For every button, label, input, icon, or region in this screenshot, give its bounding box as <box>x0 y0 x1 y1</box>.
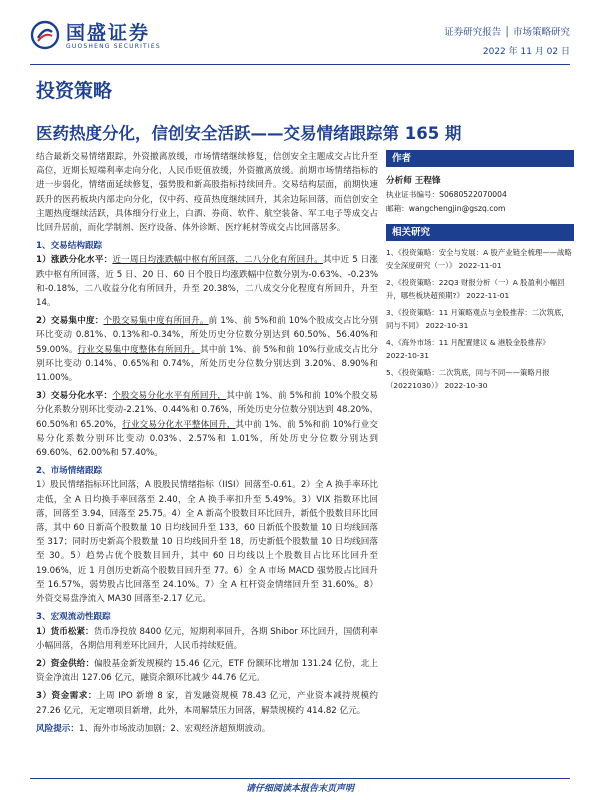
paragraph-lead: 3）交易分化水平： <box>36 391 113 402</box>
section-paragraph <box>36 478 378 606</box>
report-header <box>30 14 570 64</box>
related-research-list <box>386 246 574 392</box>
related-research-date: 2022-10-30 <box>444 381 488 390</box>
paragraph-text: 其中前 1%、前 5%和前 10%个股交易分化系数分别环比变动-2.21%、0.44%和 0.76%，所处历史分位数分别达到 48.20%、60.50%和 65.20%， <box>36 391 378 430</box>
related-research-date: 2022-10-31 <box>386 351 429 360</box>
header-divider <box>30 64 570 65</box>
intro-paragraph: 结合最新交易情绪跟踪，外资撤离放缓，市场情绪继续修复，信创安全主题成交占比升至高位，近期长短端利率走向分化，人民币贬值放缓，外资撤离放缓。前期市场情绪指标的进一步弱化，情绪面延续修复，强势股和新高股指标持续回升。交易结构层面，前期快速跃升的医药板块内部走向分化，仅中药、疫苗热度继续回升，其余边际回落，而信创安全主题热度继续活跃，具体细分行业上，白酒、券商、软件、航空装备、军工电子等成交占比回升居前，而化学制剂、医疗设备、体外诊断、医疗耗材等成交占比回落居多。 <box>36 152 378 234</box>
analyst-certificate: 执业证书编号：S0680522070004 <box>386 190 507 199</box>
guosheng-logo-icon <box>30 20 60 50</box>
related-research-title: 3、《投资策略：11 月策略观点与金股推荐：二次筑底，同与不同》 <box>386 308 569 330</box>
footer-divider <box>30 778 570 779</box>
paragraph-tail: 其中前 1%、前 5%和前 10%行业成交占比分别环比变动 0.14%、0.65%和 0.74%，所处历史分位数分别达到 3.20%、8.90%和 11.00%。 <box>36 344 378 384</box>
footer-disclaimer: 请仔细阅读本报告末页声明 <box>245 784 354 794</box>
related-research-date: 2022-11-01 <box>466 291 510 300</box>
related-research-date: 2022-10-31 <box>425 321 469 330</box>
section-heading: 3、宏观流动性跟踪 <box>36 612 111 623</box>
logo-text-en: GUOSHENG SECURITIES <box>66 43 161 50</box>
paragraph-lead: 1）货币松紧： <box>36 626 94 637</box>
paragraph-highlight: 个股交易分化水平有所回升， <box>112 391 227 402</box>
paragraph-text: 货币净投放 8400 亿元，短期利率回升，各期 Shibor 环比回升，国债利率小幅回落，各期信用利差环比回升，人民币持续贬值。 <box>36 626 378 651</box>
paragraph-lead: 2）交易集中度： <box>36 316 104 327</box>
report-category: 投资策略 <box>36 80 113 102</box>
paragraph-text: 上周 IPO 新增 8 家，首发融资规模 78.43 亿元，产业资本减持规模约 27.26 亿元，无定增项目新增，此外，本周解禁压力回落，解禁规模约 414.82 亿元。 <box>36 691 378 716</box>
paragraph-highlight: 近一周日均涨跌幅中枢有所回落，二八分化有所回升。 <box>112 255 323 266</box>
report-date: 2022 年 11 月 02 日 <box>482 47 570 57</box>
authors-heading: 作者 <box>386 150 574 167</box>
related-research-title: 4、《海外市场：11 月配置建议 & 港股金股推荐》 <box>386 338 550 347</box>
section-paragraph <box>36 625 378 653</box>
section-paragraph <box>36 389 378 460</box>
paragraph-highlight-2: 行业交易分化水平整体回升， <box>122 419 236 430</box>
paragraph-lead: 3）资金需求： <box>36 691 97 702</box>
related-research-item[interactable] <box>386 336 574 362</box>
paragraph-highlight-2: 行业交易集中度整体有所回升。 <box>77 344 201 355</box>
section-heading: 2、市场情绪跟踪 <box>36 466 103 477</box>
related-research-item[interactable] <box>386 246 574 272</box>
analyst-names: 分析师 王程锋 <box>386 176 441 186</box>
risk-warning <box>36 722 378 736</box>
paragraph-highlight: 个股交易集中度有所回升。 <box>103 316 209 327</box>
related-research-item[interactable] <box>386 306 574 332</box>
section-paragraph <box>36 689 378 717</box>
paragraph-lead: 2）资金供给： <box>36 658 95 669</box>
report-type-label: 证券研究报告 │ 市场策略研究 <box>444 27 570 38</box>
paragraph-text: 1）股民情绪指标环比回落，A 股股民情绪指标（IISI）回落至-0.61。2）全 A 换手率环比走低，全 A 日均换手率回落至 2.40，全 A 换手率扣升至 5.49%。3）VIX 指数环比回落，回落至 3.94，回落至 25.75。4）全 A 新高个股数目环比回升，新低个股数目环比回落，其中 60 日新高个股数量 10 日均线回升至 133，60 日新低个股数量 10 日均线回落至 317；同时历史新高个股数量 10 日均线回升至 18，历史新低个股数量 10 日均线回落至 30。5）趋势占优个股数目回升，其中 60 日均线以上个股数目占比环比回升至 19.06%，近 1 月创历史新高个股数目回升至 77。6）全 A 市场 MACD 强势股占比回升至 16.57%，弱势股占比回落至 24.10%。7）全 A 杠杆资金情绪回升至 31.60%。8）外资交易盘净流入 MA30 回落至-2.17 亿元。 <box>36 480 378 605</box>
company-logo <box>30 18 200 58</box>
paragraph-text: 其中近 5 日涨跌中枢有所回落，近 5 日、20 日、60 日个股日均涨跌幅中位数分别为-0.63%、-0.23%和-0.18%，二八收益分化有所回升，升至 20.38%，二八成交分化程度有所回升，升至 14。 <box>36 255 378 309</box>
paragraph-text: 偏股基金新发规模约 15.46 亿元，ETF 份额环比增加 131.24 亿份，北上资金净流出 127.06 亿元，融资余额环比减少 44.76 亿元。 <box>36 658 378 684</box>
related-research-date: 2022-11-01 <box>458 261 502 270</box>
related-research-title: 2、《投资策略：22Q3 财报分析（一）A 股盈利小幅回升，哪些板块超预期?》 <box>386 278 565 300</box>
related-research-item[interactable] <box>386 366 574 392</box>
section-paragraph <box>36 253 378 310</box>
paragraph-lead: 1）涨跌分化水平： <box>36 255 113 266</box>
section-paragraph <box>36 657 378 685</box>
related-research-title: 5、《投资策略：二次筑底，同与不同——策略月报（20221030）》 <box>386 368 550 390</box>
risk-label: 风险提示： <box>36 723 79 734</box>
sections-container <box>36 239 378 718</box>
main-content <box>36 150 378 740</box>
report-title: 医药热度分化，信创安全活跃——交易情绪跟踪第 165 期 <box>36 124 462 143</box>
paragraph-text: 前 1%、前 5%和前 10%个股成交占比分别环比变动 0.81%、0.13%和-0.34%，所处历史分位数分别达到 60.50%、56.40%和 59.00%。 <box>36 316 378 355</box>
sidebar <box>386 150 574 396</box>
section-paragraph <box>36 314 378 385</box>
logo-text-cn: 国盛证券 <box>66 22 151 44</box>
paragraph-tail: 其中前 1%、前 5%和前 10%行业交易分化系数分别环比变动 0.03%、2.57%和 1.01%，所处历史分位数分别达到 69.60%、62.00%和 57.40%。 <box>36 419 378 459</box>
analyst-email[interactable]: 邮箱：wangchengjin@gszq.com <box>386 204 506 213</box>
related-research-heading: 相关研究 <box>386 224 574 241</box>
related-research-item[interactable] <box>386 276 574 302</box>
risk-text: 1、海外市场波动加剧；2、宏观经济超预期波动。 <box>78 723 271 734</box>
related-research-title: 1、《投资策略：安全与发展：A 股产业链全梳理——战略安全深度研究（一）》 <box>386 248 572 270</box>
section-heading: 1、交易结构跟踪 <box>36 241 103 252</box>
